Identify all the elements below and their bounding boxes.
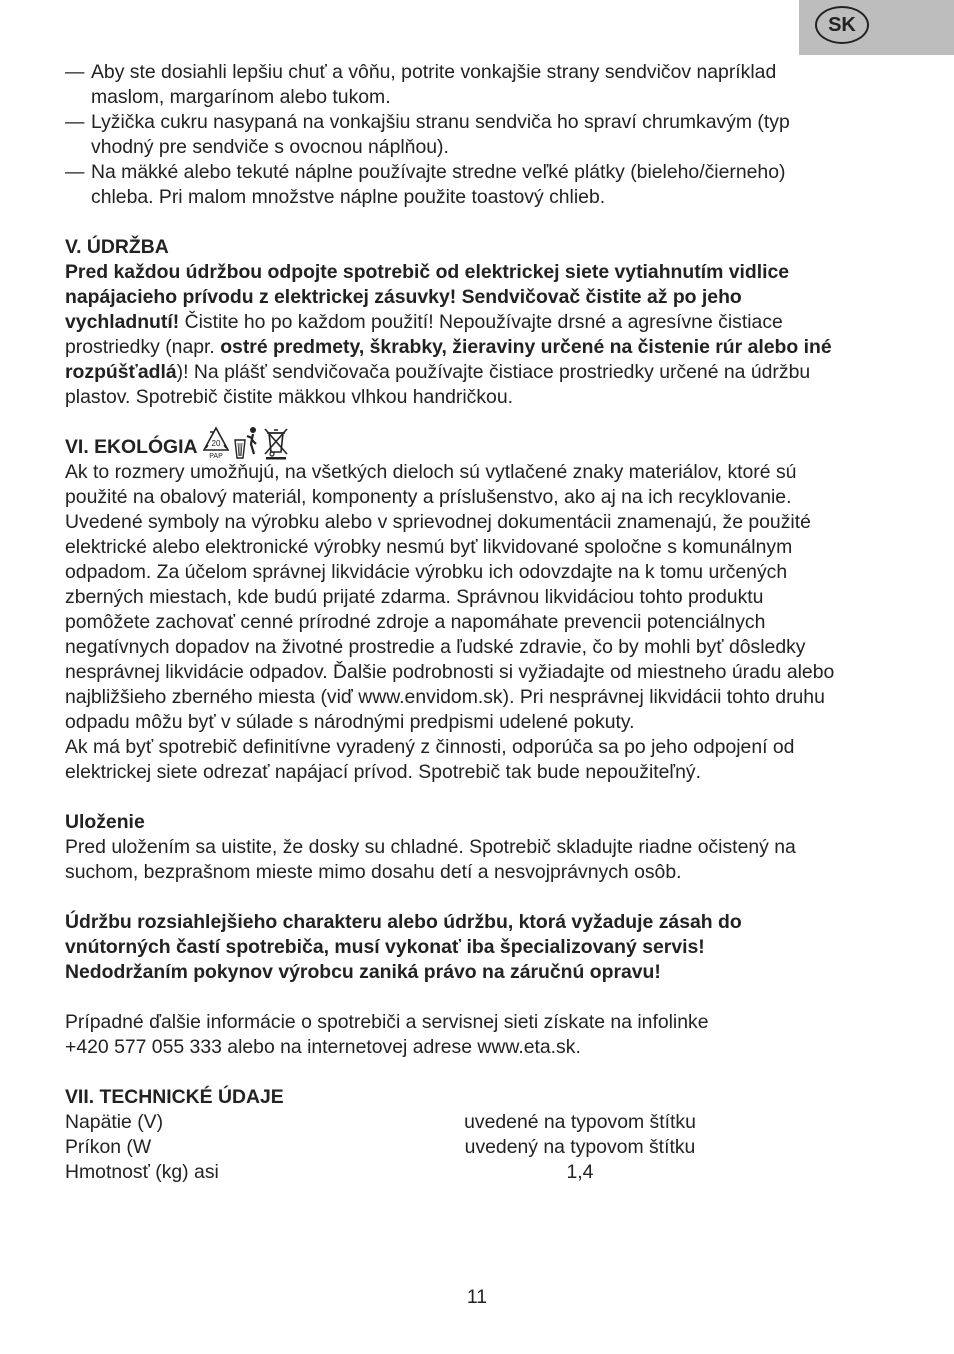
warning-line: vnútorných častí spotrebiča, musí vykonať iba špecializovaný servis! <box>65 936 705 958</box>
maintenance-line <box>65 310 895 335</box>
maintenance-line: plastov. Spotrebič čistite mäkkou vlhkou handričkou. <box>65 386 514 408</box>
ecology-line: elektrickej siete odrezať napájací prívod. Spotrebič tak bude nepoužiteľný. <box>65 761 701 783</box>
tips-list <box>65 60 895 210</box>
body-text: )! Na plášť sendvičovača používajte čistiace prostriedky určené na údržbu <box>176 361 811 383</box>
service-warning <box>65 910 895 985</box>
spec-row <box>65 1135 895 1160</box>
ecology-heading: VI. EKOLÓGIA <box>65 436 198 458</box>
ecology-line: Ak má byť spotrebič definitívne vyradený z činnosti, odporúča sa po jeho odpojení od <box>65 736 795 758</box>
dash-bullet: — <box>65 111 85 133</box>
body-text: prostriedky (napr. <box>65 336 221 358</box>
spec-label: Príkon (W <box>65 1136 152 1158</box>
dash-bullet: — <box>65 61 85 83</box>
dash-bullet: — <box>65 161 85 183</box>
spec-value: 1,4 <box>566 1161 594 1183</box>
litter-bin-icon <box>232 426 260 460</box>
ecology-heading-row <box>65 420 895 460</box>
tech-section <box>65 1085 895 1185</box>
maintenance-line <box>65 335 895 360</box>
storage-line: Pred uložením sa uistite, že dosky su chladné. Spotrebič skladujte riadne očistený na <box>65 836 796 858</box>
ecology-line: odpadu môžu byť v súlade s národnými predpismi udelené pokuty. <box>65 711 635 733</box>
maintenance-line: napájacieho prívodu z elektrickej zásuvky! Sendvičovač čistite až po jeho <box>65 286 742 308</box>
maintenance-line <box>65 360 895 385</box>
ecology-line: elektrické alebo elektronické výrobky nesmú byť likvidované spoločne s komunálnym <box>65 536 793 558</box>
bold-text: vychladnutí! <box>65 311 180 333</box>
crossed-wheelie-bin-icon <box>262 426 290 460</box>
spec-label: Hmotnosť (kg) asi <box>65 1161 219 1183</box>
spec-row <box>65 1160 895 1185</box>
tech-heading: VII. TECHNICKÉ ÚDAJE <box>65 1086 284 1108</box>
spec-value: uvedené na typovom štítku <box>464 1111 696 1133</box>
info-line: +420 577 055 333 alebo na internetovej adrese www.eta.sk. <box>65 1036 581 1058</box>
recycle-20-pap-icon <box>202 426 230 460</box>
recycle-label: PAP <box>208 453 223 460</box>
info-line: Prípadné ďalšie informácie o spotrebiči a servisnej sieti získate na infolinke <box>65 1011 709 1033</box>
tip-text-line: Aby ste dosiahli lepšiu chuť a vôňu, potrite vonkajšie strany sendvičov napríklad <box>91 61 777 83</box>
tip-item <box>65 160 895 210</box>
tip-text-line: Na mäkké alebo tekuté náplne používajte stredne veľké plátky (bieleho/čierneho) <box>91 161 786 183</box>
ecology-section <box>65 420 895 785</box>
ecology-icons <box>202 426 290 460</box>
tip-item <box>65 60 895 110</box>
bold-text: ostré predmety, škrabky, žieraviny určené na čistenie rúr alebo iné <box>220 336 832 358</box>
spec-row <box>65 1110 895 1135</box>
body-text: Čistite ho po každom použití! Nepoužívajte drsné a agresívne čistiace <box>179 311 783 333</box>
maintenance-line: Pred každou údržbou odpojte spotrebič od elektrickej siete vytiahnutím vidlice <box>65 261 790 283</box>
storage-section <box>65 810 895 885</box>
ecology-line: negatívnych dopadov na životné prostredie a ľudské zdravie, čo by mohli byť dôsledky <box>65 636 806 658</box>
spec-value: uvedený na typovom štítku <box>464 1136 696 1158</box>
storage-line: suchom, bezprašnom mieste mimo dosahu detí a nesvojprávnych osôb. <box>65 861 682 883</box>
language-badge: SK <box>815 6 869 44</box>
maintenance-heading: V. ÚDRŽBA <box>65 236 169 258</box>
tip-text-line: vhodný pre sendviče s ovocnou náplňou). <box>91 136 449 158</box>
warning-line: Údržbu rozsiahlejšieho charakteru alebo údržbu, ktorá vyžaduje zásah do <box>65 911 742 933</box>
tip-text-line: maslom, margarínom alebo tukom. <box>91 86 391 108</box>
info-section <box>65 1010 895 1060</box>
spec-label: Napätie (V) <box>65 1111 164 1133</box>
ecology-line: Ak to rozmery umožňujú, na všetkých dieloch sú vytlačené znaky materiálov, ktoré sú <box>65 461 797 483</box>
ecology-line: Uvedené symboly na výrobku alebo v sprievodnej dokumentácii znamenajú, že použité <box>65 511 811 533</box>
tip-text-line: Lyžička cukru nasypaná na vonkajšiu stranu sendviča ho spraví chrumkavým (typ <box>91 111 790 133</box>
tip-text-line: chleba. Pri malom množstve náplne použite toastový chlieb. <box>91 186 606 208</box>
ecology-line: odpadom. Za účelom správnej likvidácie výrobku ich odovzdajte na k tomu určených <box>65 561 788 583</box>
recycle-code: 20 <box>211 439 220 448</box>
bold-text: rozpúšťadlá <box>65 361 177 383</box>
tip-item <box>65 110 895 160</box>
ecology-line: použité na obalový materiál, komponenty a príslušenstvo, ako aj na ich recyklovanie. <box>65 486 792 508</box>
page-number: 11 <box>466 1286 488 1308</box>
ecology-line: najbližšieho zberného miesta (viď www.envidom.sk). Pri nesprávnej likvidácii tohto druhu <box>65 686 825 708</box>
ecology-line: nesprávnej likvidácie odpadov. Ďalšie podrobnosti si vyžiadajte od miestneho úradu alebo <box>65 661 835 683</box>
ecology-line: pomôžete zachovať cenné prírodné zdroje a napomáhate prevencii potenciálnych <box>65 611 766 633</box>
storage-heading: Uloženie <box>65 811 145 833</box>
maintenance-section <box>65 235 895 410</box>
ecology-line: zberných miestach, kde budú prijaté zdarma. Správnou likvidáciou tohto produktu <box>65 586 764 608</box>
page-content <box>65 60 895 1185</box>
warning-line: Nedodržaním pokynov výrobcu zaniká právo na záručnú opravu! <box>65 961 661 983</box>
